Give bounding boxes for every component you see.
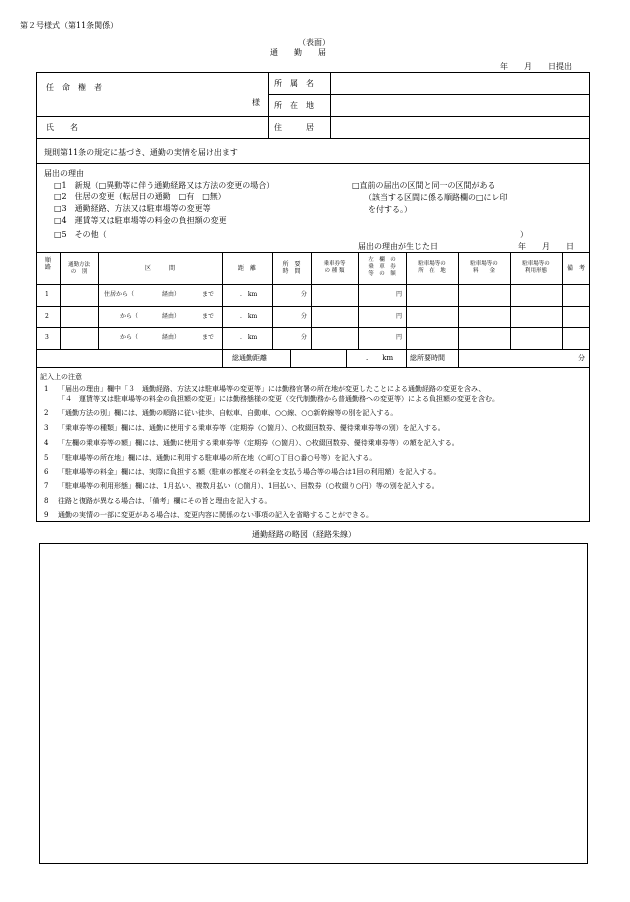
- reason-item[interactable]: □4 運賃等又は駐車場等の料金の負担額の変更: [54, 216, 227, 225]
- location-label: 所 在 地: [274, 101, 314, 110]
- location-field[interactable]: [332, 96, 588, 115]
- notes-heading: 記入上の注意: [40, 373, 82, 381]
- address-field[interactable]: [332, 118, 588, 137]
- col-method-header: 通勤方法 の 別: [67, 262, 90, 275]
- note-item: 4 「左欄の乗車券等の額」欄には、通勤に使用する乗車券等（定期券（○箇月）、○枚綴回数券、優待乗車券等）の額を記入する。: [44, 439, 459, 447]
- col-parking-fee-header: 駐車場等の 料 金: [470, 261, 498, 274]
- row-via[interactable]: 経由）: [162, 313, 181, 320]
- col-section-header: 区 間: [144, 265, 175, 272]
- reason-item[interactable]: □3 通勤経路、方法又は駐車場等の変更等: [54, 204, 211, 213]
- col-route-header: 順 路: [44, 257, 51, 271]
- form-number: 第２号様式（第11条関係）: [20, 21, 119, 30]
- row-via[interactable]: 経由）: [162, 291, 181, 298]
- note-item: 9 通勤の実情の一部に変更がある場合は、変更内容に関係のない事項の記入を省略することができる。: [44, 511, 373, 519]
- row-to[interactable]: まで: [202, 334, 215, 341]
- address-label: 住 居: [274, 123, 314, 132]
- date-submitted: 年 月 日提出: [500, 62, 572, 71]
- occurred-date-label: 届出の理由が生じた日: [358, 242, 438, 251]
- row-distance[interactable]: . km: [240, 313, 258, 320]
- row-from[interactable]: から（: [120, 313, 139, 320]
- form-side-label: （表面）: [298, 38, 330, 47]
- note-item: 3 「乗車券等の種類」欄には、通勤に使用する乗車券等（定期券（○箇月）、○枚綴回数券、優待乗車券等の別）を記入する。: [44, 424, 445, 432]
- col-distance-header: 距 離: [237, 265, 256, 272]
- row-distance[interactable]: . km: [240, 291, 258, 298]
- note-item: 7 「駐車場等の利用形態」欄には、1月払い、複数月払い（○箇月）、1回払い、回数券（○枚綴り○円）等の別を記入する。: [44, 482, 439, 490]
- occurred-date-field[interactable]: 年 月 日: [518, 242, 574, 251]
- row-via[interactable]: 経由）: [162, 334, 181, 341]
- row-distance[interactable]: . km: [240, 334, 258, 341]
- col-ticket-type-header: 乗車券等 の 種 類: [323, 261, 346, 274]
- col-parking-use-header: 駐車場等の 利用形態: [522, 261, 550, 274]
- col-remarks-header: 備 考: [566, 265, 585, 272]
- affiliation-field[interactable]: [332, 74, 588, 93]
- note-item: 5 「駐車場等の所在地」欄には、通勤に利用する駐車場の所在地（○町○丁目○番○号等）を記入する。: [44, 454, 377, 462]
- appointer-label: 任 命 権 者: [46, 83, 102, 92]
- row-yen[interactable]: 円: [396, 334, 403, 341]
- same-section-checkbox[interactable]: □直前の届出の区間と同一の区間がある: [352, 181, 496, 190]
- total-time-label: 総所要時間: [410, 354, 445, 362]
- row-yen[interactable]: 円: [396, 291, 403, 298]
- row-to[interactable]: まで: [202, 291, 215, 298]
- statement: 規則第11条の規定に基づき、通勤の実情を届け出ます: [44, 148, 238, 157]
- col-parking-location-header: 駐車場等の 所 在 地: [418, 261, 446, 274]
- reason-item[interactable]: □1 新規（□異動等に伴う通勤経路又は方法の変更の場合）: [54, 181, 275, 190]
- name-field[interactable]: [90, 118, 266, 137]
- row-minutes[interactable]: 分: [301, 291, 308, 298]
- row-from[interactable]: 住居から（: [104, 291, 135, 298]
- total-time-field[interactable]: 分: [578, 354, 585, 362]
- col-time-header: 所 要 時 間: [282, 261, 301, 275]
- note-item: 6 「駐車場等の料金」欄には、実際に負担する額（駐車の都度その料金を支払う場合等の場合は1回の利用額）を記入する。: [44, 468, 441, 476]
- sama-label: 様: [252, 98, 260, 107]
- other-close-paren: ）: [520, 230, 528, 239]
- total-distance-label: 総通勤距離: [232, 354, 267, 362]
- row-minutes[interactable]: 分: [301, 334, 308, 341]
- reason-item[interactable]: □5 その他（: [54, 230, 107, 239]
- row-yen[interactable]: 円: [396, 313, 403, 320]
- same-section-note: （該当する区間に係る順路欄の□にレ印: [364, 193, 508, 202]
- route-map-area[interactable]: [39, 543, 588, 864]
- reason-item[interactable]: □2 住居の変更（転居日の通勤 □有 □無）: [54, 192, 226, 201]
- same-section-note: を付する。）: [368, 205, 412, 214]
- note-item: 「４ 運賃等又は駐車場等の料金の負担額の変更」には勤務態様の変更（交代制勤務から普通勤務への変更等）による負担額の変更を含む。: [58, 395, 499, 403]
- name-label: 氏 名: [46, 123, 78, 132]
- row-to[interactable]: まで: [202, 313, 215, 320]
- note-item: 8 往路と復路が異なる場合は、「備考」欄にその旨と理由を記入する。: [44, 497, 272, 505]
- col-ticket-fare-header: 左 欄 の 乗 車 券 等 の 額: [368, 257, 396, 277]
- row-number: 1: [45, 291, 49, 298]
- note-item: 1 「届出の理由」欄中「３ 通勤経路、方法又は駐車場等の変更等」には勤務官署の所在地が変更したことによる通勤経路の変更を含み、: [44, 385, 486, 393]
- row-number: 3: [45, 334, 49, 341]
- affiliation-label: 所 属 名: [274, 79, 314, 88]
- total-distance-field[interactable]: . km: [366, 354, 394, 362]
- route-map-title: 通勤経路の略図（経路朱線）: [252, 530, 356, 539]
- row-minutes[interactable]: 分: [301, 313, 308, 320]
- row-number: 2: [45, 313, 49, 320]
- page-title: 通 勤 届: [270, 48, 326, 57]
- row-from[interactable]: から（: [120, 334, 139, 341]
- reasons-heading: 届出の理由: [44, 169, 84, 178]
- note-item: 2 「通勤方法の別」欄には、通勤の順路に従い徒歩、自転車、自動車、○○線、○○新幹線等の別を記入する。: [44, 409, 398, 417]
